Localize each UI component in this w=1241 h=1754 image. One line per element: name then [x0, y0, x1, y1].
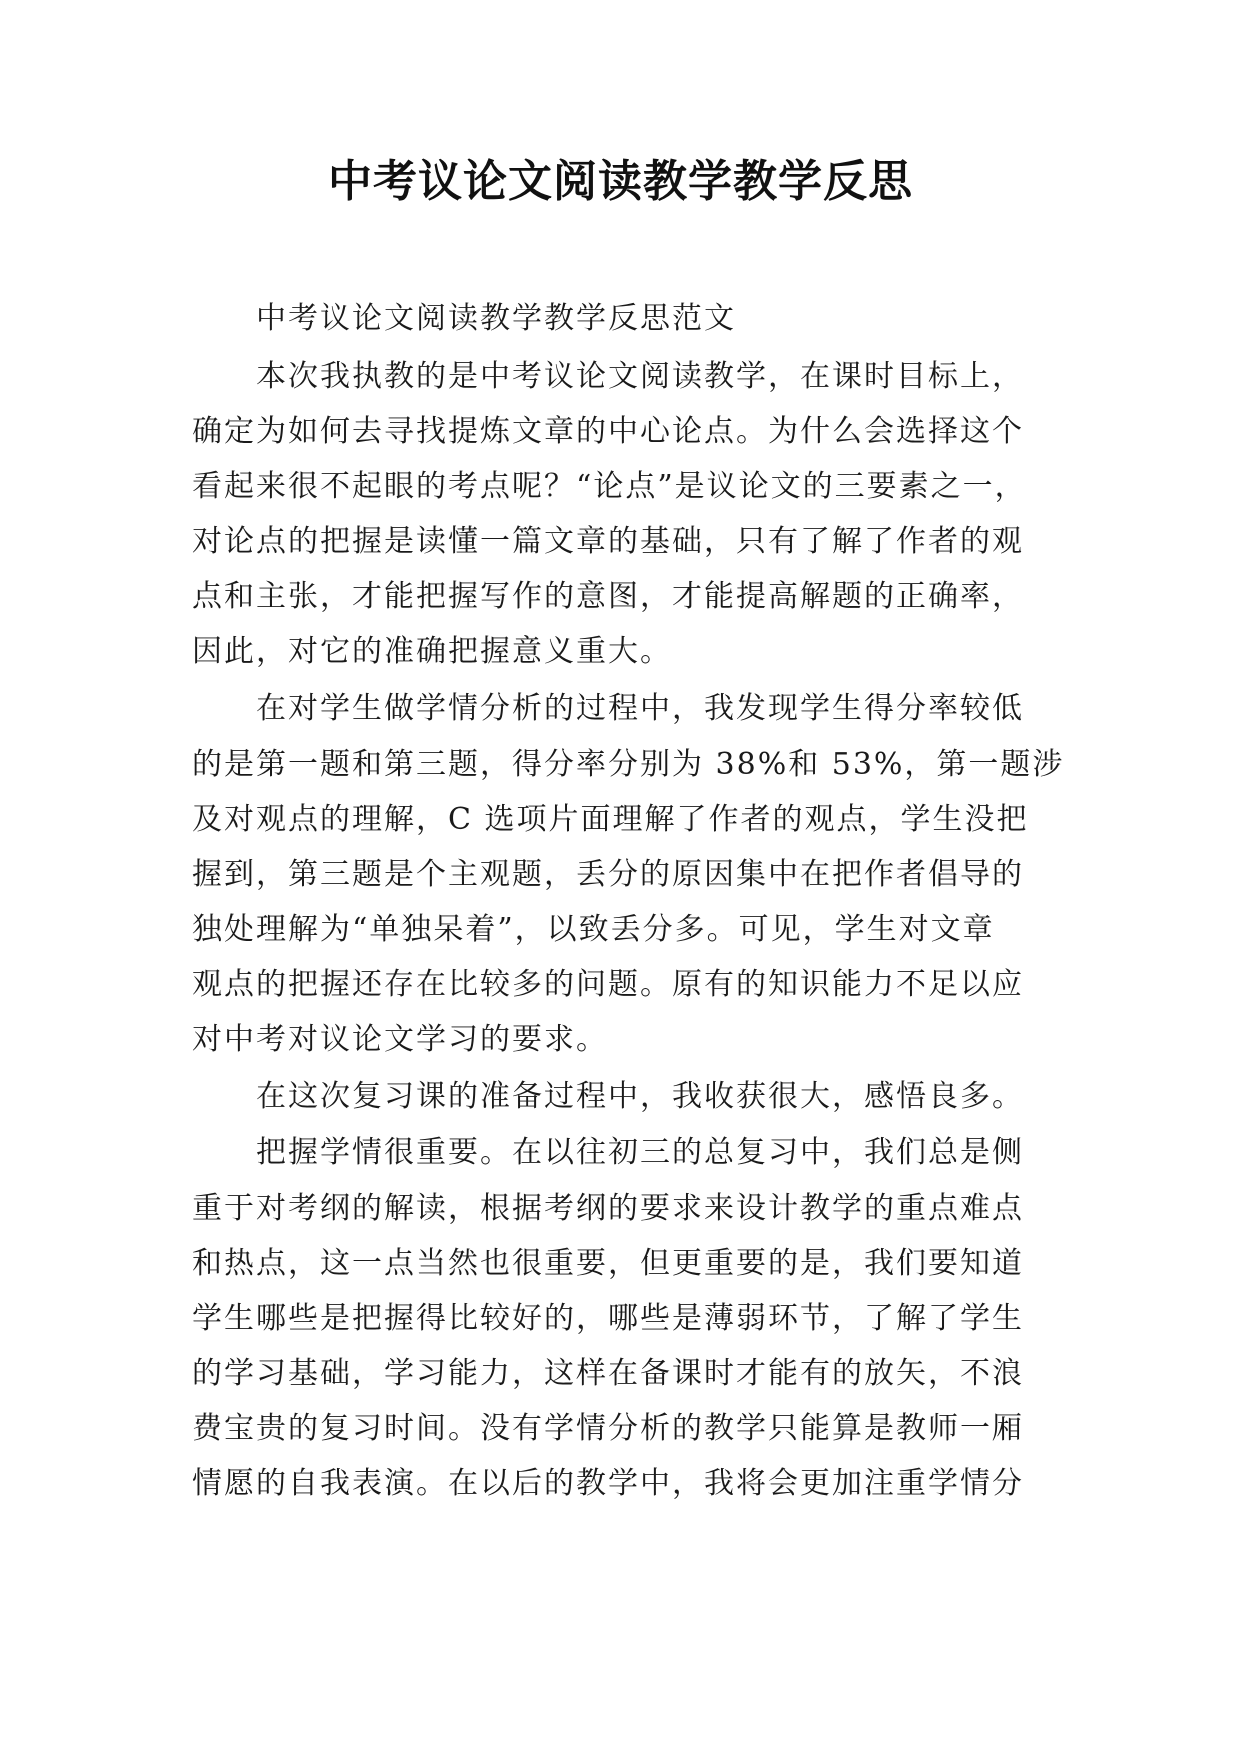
paragraph-line: 确定为如何去寻找提炼文章的中心论点。为什么会选择这个	[192, 414, 1024, 449]
paragraph-line: 的学习基础，学习能力，这样在备课时才能有的放矢，不浪	[192, 1356, 1024, 1391]
paragraph-line: 看起来很不起眼的考点呢？“论点”是议论文的三要素之一，	[192, 469, 1027, 504]
paragraph-line: 本次我执教的是中考议论文阅读教学，在课时目标上，	[256, 359, 1024, 394]
paragraph-line: 学生哪些是把握得比较好的，哪些是薄弱环节，了解了学生	[192, 1301, 1024, 1336]
paragraph-line: 握到，第三题是个主观题，丢分的原因集中在把作者倡导的	[192, 857, 1024, 892]
paragraph-line: 情愿的自我表演。在以后的教学中，我将会更加注重学情分	[192, 1466, 1024, 1501]
paragraph-line: 点和主张，才能把握写作的意图，才能提高解题的正确率，	[192, 579, 1024, 614]
paragraph-line: 和热点，这一点当然也很重要，但更重要的是，我们要知道	[192, 1246, 1024, 1281]
paragraph-line: 及对观点的理解，C 选项片面理解了作者的观点，学生没把	[192, 802, 1029, 837]
document-title: 中考议论文阅读教学教学反思	[328, 156, 913, 207]
paragraph-line: 在这次复习课的准备过程中，我收获很大，感悟良多。	[256, 1079, 1024, 1114]
paragraph-line: 重于对考纲的解读，根据考纲的要求来设计教学的重点难点	[192, 1191, 1024, 1226]
paragraph-line: 对中考对议论文学习的要求。	[192, 1022, 608, 1057]
paragraph-line: 费宝贵的复习时间。没有学情分析的教学只能算是教师一厢	[192, 1411, 1024, 1446]
paragraph-line: 独处理解为“单独呆着”，以致丢分多。可见，学生对文章	[192, 912, 995, 947]
paragraph-line: 对论点的把握是读懂一篇文章的基础，只有了解了作者的观	[192, 524, 1024, 559]
paragraph-line: 把握学情很重要。在以往初三的总复习中，我们总是侧	[256, 1135, 1024, 1170]
paragraph-line: 观点的把握还存在比较多的问题。原有的知识能力不足以应	[192, 967, 1024, 1002]
paragraph-line: 的是第一题和第三题，得分率分别为 38%和 53%，第一题涉	[192, 747, 1065, 782]
paragraph-line-subtitle: 中考议论文阅读教学教学反思范文	[256, 301, 736, 336]
paragraph-line: 在对学生做学情分析的过程中，我发现学生得分率较低	[256, 691, 1024, 726]
paragraph-line: 因此，对它的准确把握意义重大。	[192, 634, 672, 669]
